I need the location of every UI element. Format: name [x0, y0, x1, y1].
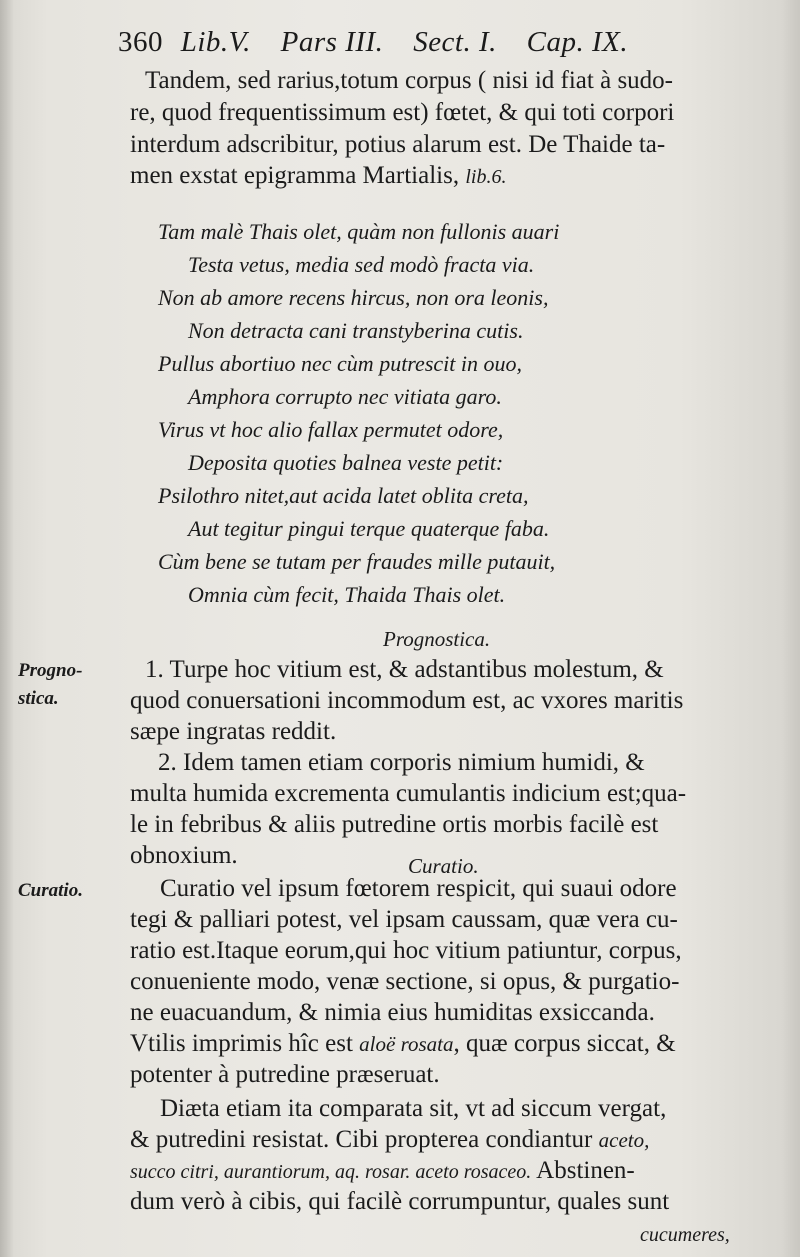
header-liber: Lib.V.: [180, 26, 251, 58]
curatio-line: potenter à putredine præseruat.: [130, 1061, 440, 1088]
prognostica-line: le in febribus & aliis putredine ortis morbis facilè est: [130, 811, 659, 838]
section-heading-prognostica: Prognostica.: [383, 627, 491, 651]
diaeta-text: & putredini resistat. Cibi propterea condiantur: [130, 1126, 593, 1153]
epigram-line: Deposita quoties balnea veste petit:: [188, 450, 504, 475]
epigram-line: Aut tegitur pingui terque quaterque faba.: [188, 516, 550, 541]
intro-line-last: [130, 161, 506, 192]
page-number: 360: [118, 26, 163, 58]
remedy-list: succo citri, aurantiorum, aq. rosar. aceto rosaceo.: [130, 1161, 532, 1183]
header-caput: Cap. IX.: [526, 26, 629, 58]
intro-line: Tandem, sed rarius,totum corpus ( nisi id fiat à sudo-: [145, 67, 674, 94]
page-edge-shadow: [782, 0, 800, 1257]
curatio-text: Vtilis imprimis hîc est: [130, 1030, 353, 1057]
epigram-line: Non detracta cani transtyberina cutis.: [188, 318, 524, 343]
epigram-line: Cùm bene se tutam per fraudes mille putauit,: [158, 549, 556, 574]
margin-note-prognostica-1: Progno-: [18, 660, 83, 681]
curatio-line: conueniente modo, venæ sectione, si opus, & purgatio-: [130, 968, 680, 995]
curatio-line: ratio est.Itaque eorum,qui hoc vitium patiuntur, corpus,: [130, 937, 682, 964]
running-header: [118, 26, 650, 59]
diaeta-line: Diæta etiam ita comparata sit, vt ad siccum vergat,: [160, 1095, 667, 1122]
epigram-line: Virus vt hoc alio fallax permutet odore,: [158, 417, 504, 442]
epigram-line: Testa vetus, media sed modò fracta via.: [188, 252, 535, 277]
epigram-line: Amphora corrupto nec vitiata garo.: [188, 384, 502, 409]
margin-note-curatio: Curatio.: [18, 880, 83, 901]
prognostica-line: sæpe ingratas reddit.: [130, 718, 337, 745]
diaeta-line-3: [130, 1156, 635, 1187]
section-heading-curatio: Curatio.: [408, 854, 479, 878]
header-sectio: Sect. I.: [413, 26, 497, 58]
prognostica-line: 1. Turpe hoc vitium est, & adstantibus molestum, &: [145, 656, 664, 683]
martial-reference: lib.6.: [465, 166, 507, 188]
diaeta-line-2: [130, 1125, 649, 1155]
prognostica-line: obnoxium.: [130, 842, 238, 869]
prognostica-line: 2. Idem tamen etiam corporis nimium humidi, &: [158, 749, 645, 776]
epigram-line: Omnia cùm fecit, Thaida Thais olet.: [188, 582, 506, 607]
remedy-name: aloë rosata: [359, 1032, 454, 1056]
header-pars: Pars III.: [280, 26, 384, 58]
epigram-line: Tam malè Thais olet, quàm non fullonis auari: [158, 219, 560, 244]
prognostica-line: multa humida excrementa cumulantis indicium est;qua-: [130, 780, 687, 807]
intro-line: re, quod frequentissimum est) fœtet, & qui toti corpori: [130, 99, 675, 126]
curatio-line: tegi & palliari potest, vel ipsam caussam, quæ vera cu-: [130, 906, 678, 933]
intro-line: interdum adscribitur, potius alarum est. De Thaide ta-: [130, 131, 666, 158]
diaeta-text: Abstinen-: [536, 1157, 635, 1184]
epigram-line: Psilothro nitet,aut acida latet oblita creta,: [158, 483, 529, 508]
epigram-line: Pullus abortiuo nec cùm putrescit in ouo,: [158, 351, 522, 376]
epigram-line: Non ab amore recens hircus, non ora leonis,: [158, 285, 549, 310]
intro-line-text: men exstat epigramma Martialis,: [130, 162, 460, 189]
curatio-line: ne euacuandum, & nimia eius humiditas exsiccanda.: [130, 999, 655, 1026]
curatio-line-aloe: [130, 1029, 676, 1059]
margin-note-prognostica-2: stica.: [18, 688, 59, 709]
diaeta-line: dum verò à cibis, qui facilè corrumpuntur, quales sunt: [130, 1188, 670, 1215]
remedy-name: aceto,: [598, 1128, 650, 1152]
curatio-line: Curatio vel ipsum fœtorem respicit, qui suaui odore: [160, 875, 677, 902]
catchword: cucumeres,: [640, 1224, 730, 1246]
curatio-text: , quæ corpus siccat, &: [453, 1030, 676, 1057]
prognostica-line: quod conuersationi incommodum est, ac vxores maritis: [130, 687, 684, 714]
page-gutter-shadow: [0, 0, 14, 1257]
